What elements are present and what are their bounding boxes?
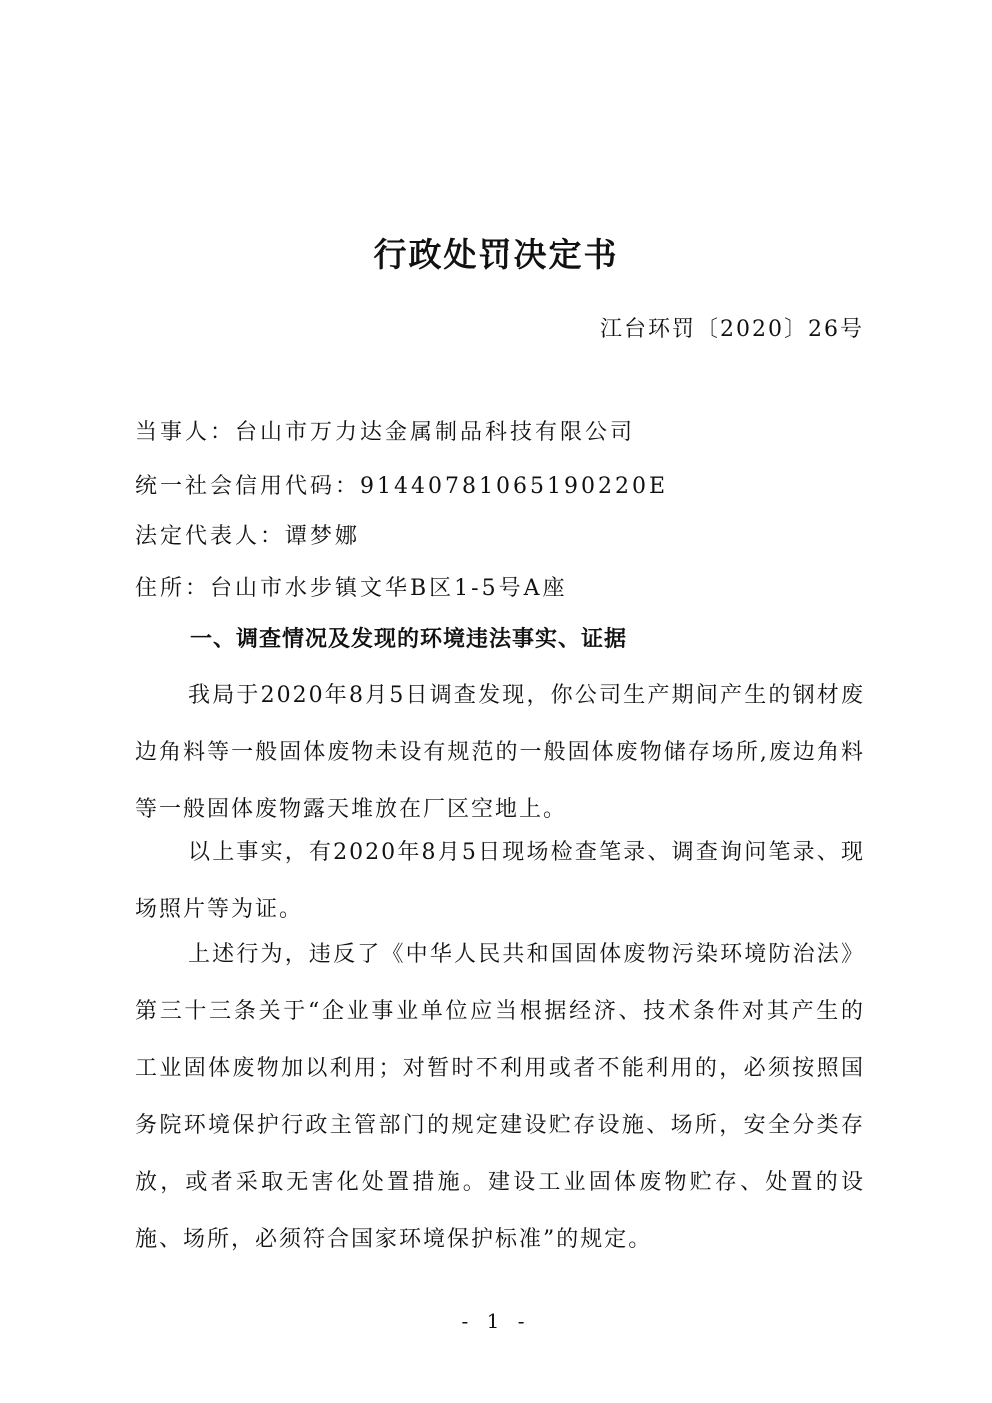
address-line: 住所：台山市水步镇文华B区1-5号A座 (135, 576, 568, 601)
legal-representative-line: 法定代表人：谭梦娜 (135, 524, 361, 549)
document-number: 江台环罚〔2020〕26号 (600, 317, 864, 342)
section-heading: 一、调查情况及发现的环境违法事实、证据 (190, 627, 628, 652)
document-title: 行政处罚决定书 (373, 235, 619, 274)
paragraph-evidence: 以上事实，有2020年8月5日现场检查笔录、调查询问笔录、现场照片等为证。 (135, 840, 865, 922)
credit-code-line: 统一社会信用代码：91440781065190220E (135, 474, 669, 499)
party-line: 当事人：台山市万力达金属制品科技有限公司 (135, 420, 636, 445)
paragraph-violation: 上述行为，违反了《中华人民共和国固体废物污染环境防治法》第三十三条关于“企业事业单位应当根据经济、技术条件对其产生的工业固体废物加以利用；对暂时不利用或者不能利用的，必须按照国务院环境保护行政主管部门的规定建设贮存设施、场所，安全分类存放，或者采取无害化处置措施。建设工业固体废物贮存、处置的设施、场所，必须符合国家环境保护标准”的规定。 (135, 942, 865, 1252)
page-number: - 1 - (461, 1309, 531, 1333)
paragraph-findings: 我局于2020年8月5日调查发现，你公司生产期间产生的钢材废边角料等一般固体废物未设有规范的一般固体废物储存场所,废边角料等一般固体废物露天堆放在厂区空地上。 (135, 683, 865, 822)
